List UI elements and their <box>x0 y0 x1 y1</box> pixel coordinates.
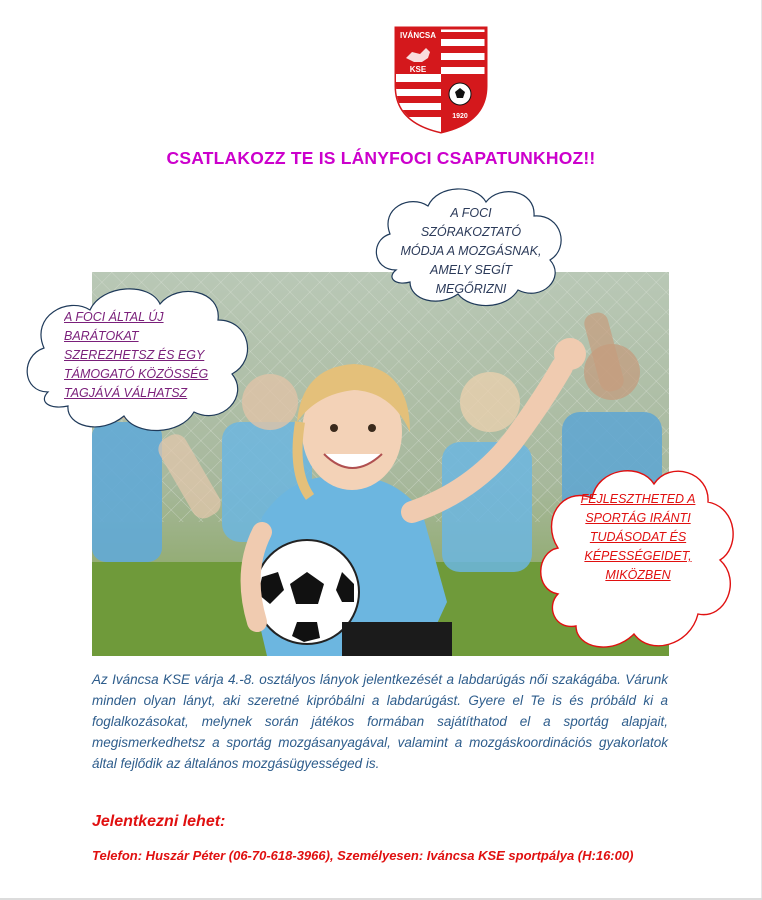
logo-club-abbr: KSE <box>409 65 427 74</box>
headline: CSATLAKOZZ TE IS LÁNYFOCI CSAPATUNKHOZ!! <box>166 148 596 168</box>
cloud-top-text: A FOCI SZÓRAKOZTATÓ MÓDJA A MOZGÁSNAK, AMELY SEGÍT MEGŐRIZNI <box>400 206 542 296</box>
logo-club-name: IVÁNCSA <box>399 31 437 40</box>
club-logo <box>392 24 490 136</box>
cloud-right-text: FEJLESZTHETED A SPORTÁG IRÁNTI TUDÁSODAT ÉS KÉPESSÉGEIDET, MIKÖZBEN <box>580 492 696 582</box>
apply-title: Jelentkezni lehet: <box>92 813 226 830</box>
cloud-callout-top <box>366 178 576 314</box>
body-paragraph: Az Iváncsa KSE várja 4.-8. osztályos lányok jelentkezését a labdarúgás női szakágába. Várunk minden olyan lányt, aki szeretné kipróbálni a labdarúgást. Gyere el Te is és próbáld ki a foglalkozásokat, melynek során játékos formában sajátíthatod el a sportág alapjait, megismerkedhetsz a sportág mozgásanyagával, valamint a mozgáskoordinációs gyakorlatok által fejlődik az általános mozgásügyességed is. <box>92 672 668 771</box>
logo-year: 1920 <box>452 113 468 120</box>
cloud-callout-right <box>532 456 744 662</box>
cloud-callout-left <box>18 276 258 450</box>
contact-info: Telefon: Huszár Péter (06-70-618-3966), Személyesen: Iváncsa KSE sportpálya (H:16:00) <box>92 848 634 863</box>
cloud-left-text: A FOCI ÁLTAL ÚJ BARÁTOKAT SZEREZHETSZ ÉS EGY TÁMOGATÓ KÖZÖSSÉG TAGJÁVÁ VÁLHATSZ <box>64 310 209 400</box>
